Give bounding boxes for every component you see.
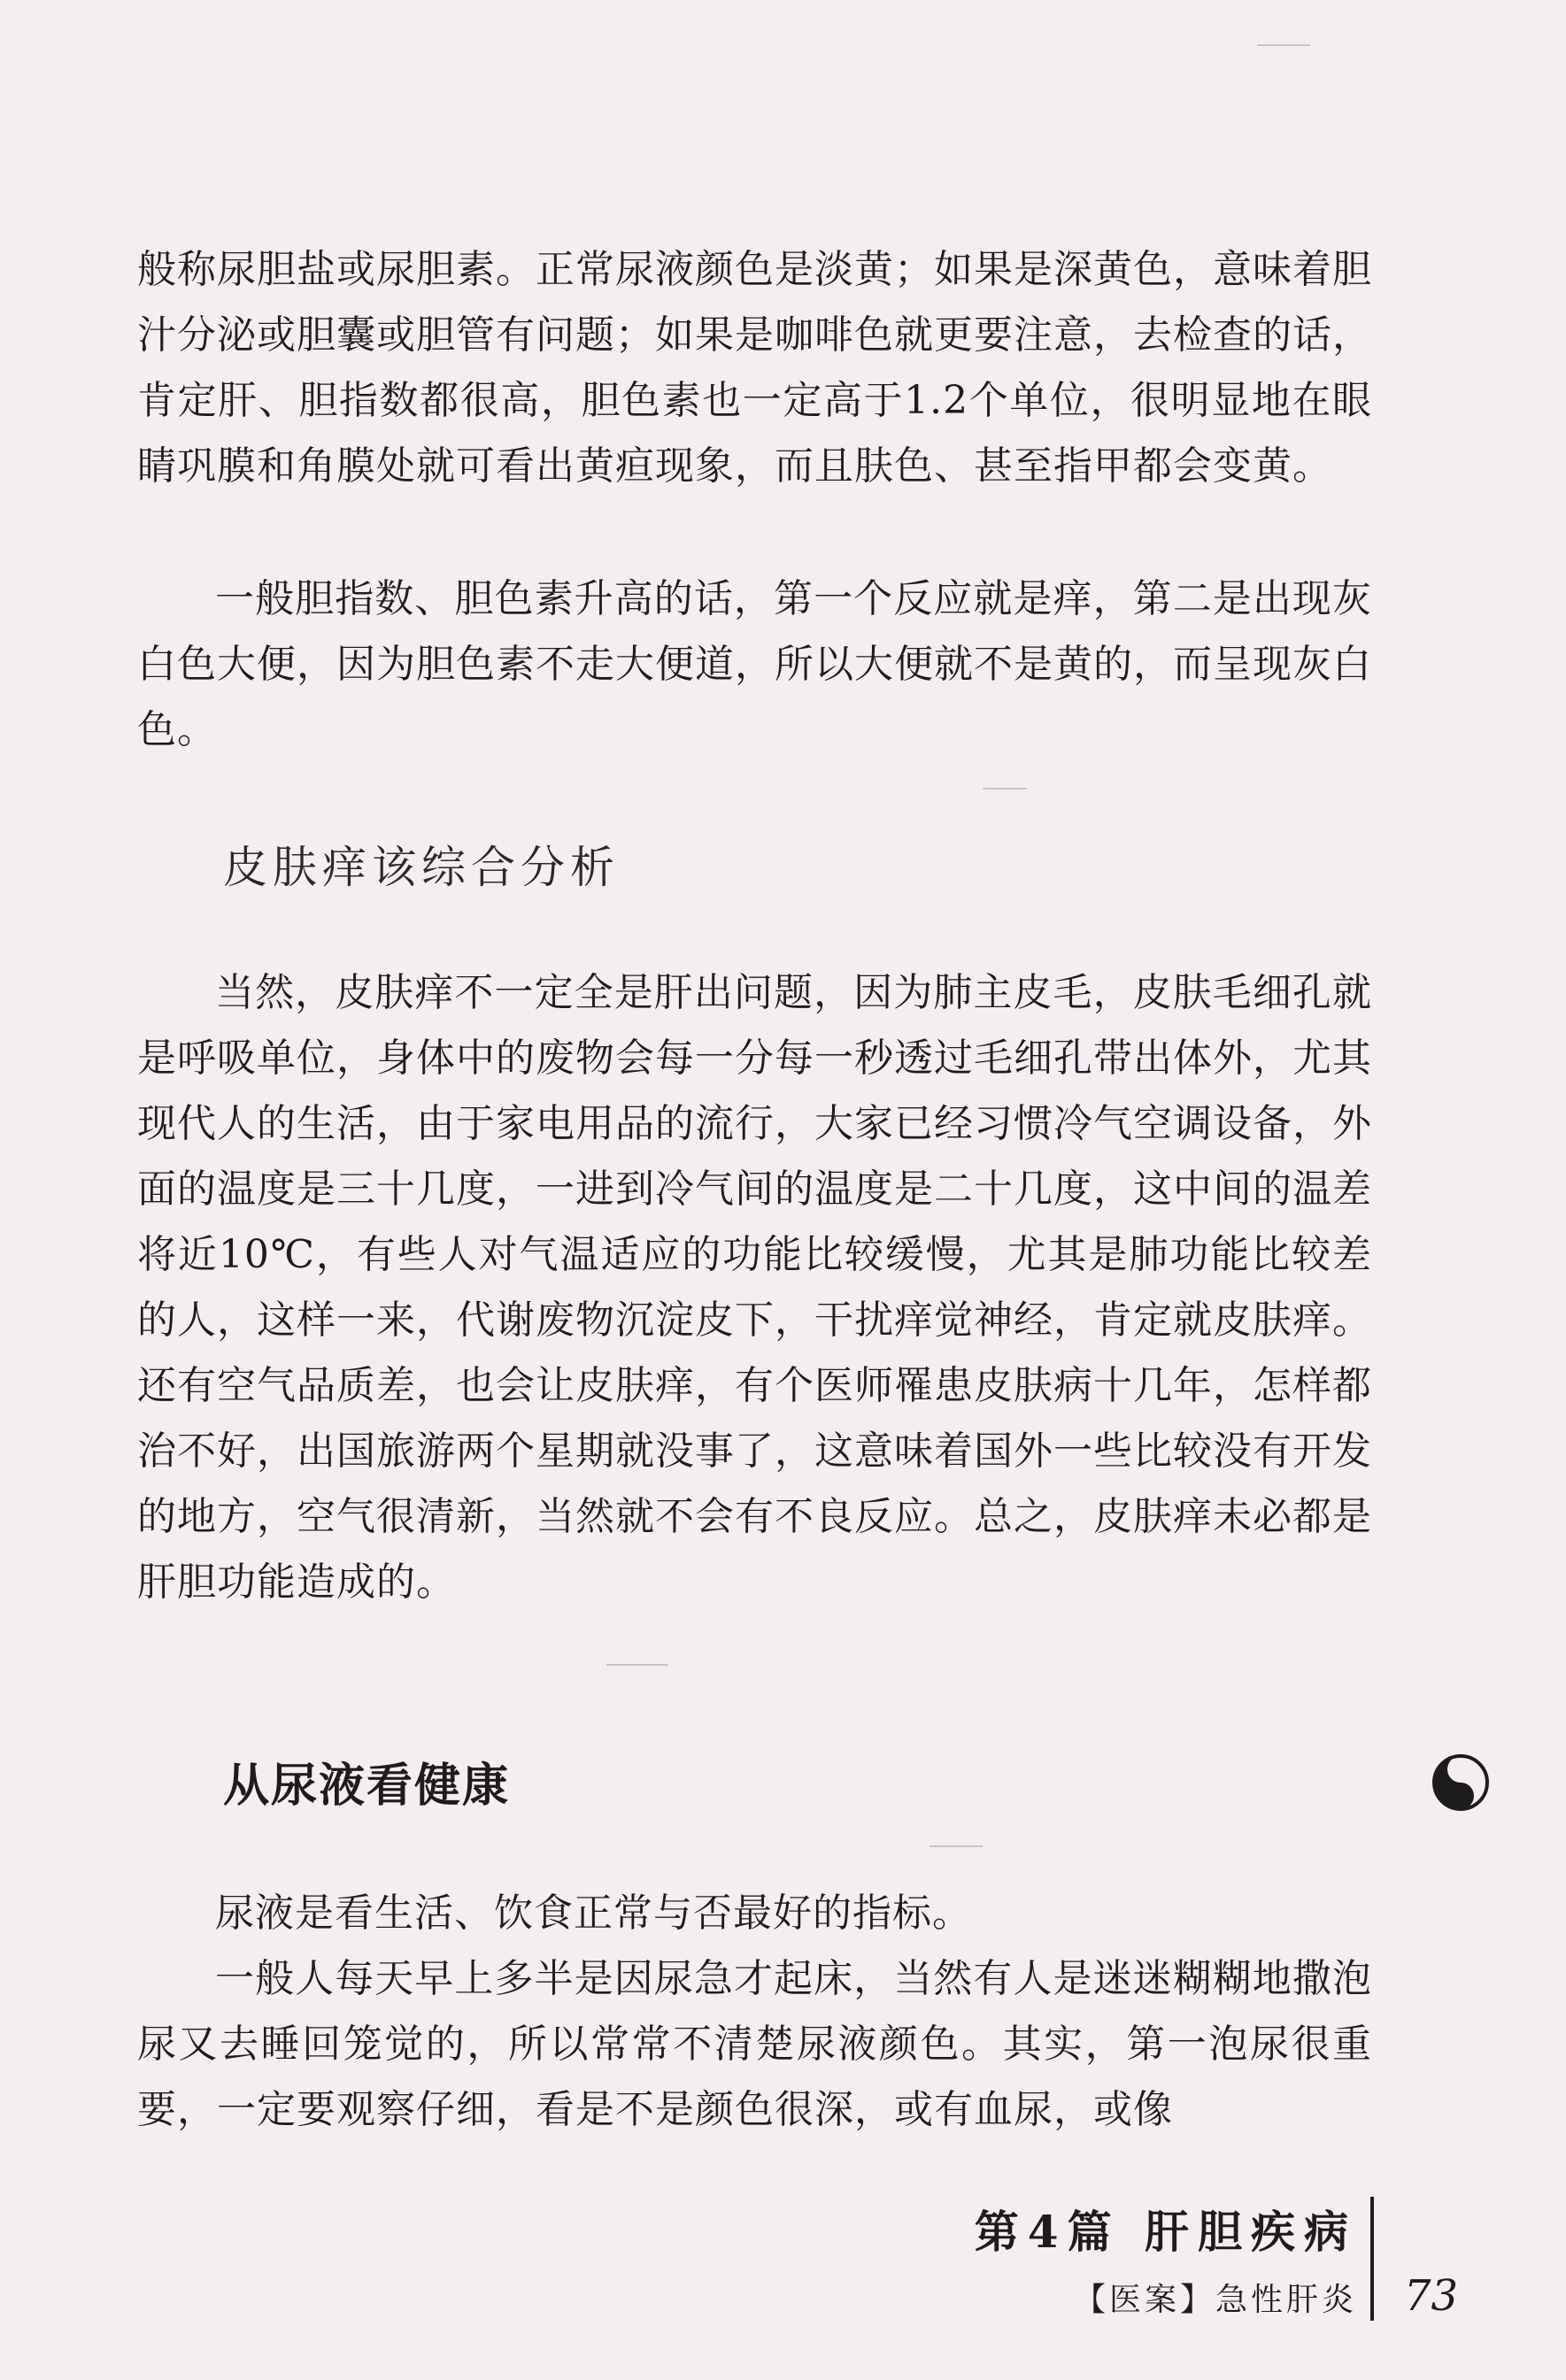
page-number: 73 [1404,2271,1459,2321]
section-heading: 从尿液看健康 [223,1759,511,1813]
scan-speck [1257,44,1310,46]
paragraph-5: 一般人每天早上多半是因尿急才起床，当然有人是迷迷糊糊地撒泡尿又去睡回笼觉的，所以常常不清楚尿液颜色。其实，第一泡尿很重要，一定要观察仔细，看是不是颜色很深，或有血尿，或像 [137,1956,1372,2132]
paragraph-3: 当然，皮肤痒不一定全是肝出问题，因为肺主皮毛，皮肤毛细孔就是呼吸单位，身体中的废物会每一分每一秒透过毛细孔带出体外，尤其现代人的生活，由于家电用品的流行，大家已经习惯冷气空调设备，外面的温度是三十几度，一进到冷气间的温度是二十几度，这中间的温差将近10℃，有些人对气温适应的功能比较缓慢，尤其是肺功能比较差的人，这样一来，代谢废物沉淀皮下，干扰痒觉神经，肯定就皮肤痒。还有空气品质差，也会让皮肤痒，有个医师罹患皮肤病十几年，怎样都治不好，出国旅游两个星期就没事了，这意味着国外一些比较没有开发的地方，空气很清新，当然就不会有不良反应。总之，皮肤痒未必都是肝胆功能造成的。 [137,970,1372,1605]
section-title: 皮肤痒该综合分析 [223,842,620,893]
yin-yang-icon [1431,1752,1491,1813]
scan-speck [606,1664,668,1666]
paragraph-2: 一般胆指数、胆色素升高的话，第一个反应就是痒，第二是出现灰白色大便，因为胆色素不走大便道，所以大便就不是黄的，而呈现灰白色。 [137,576,1372,752]
scan-speck [983,788,1027,789]
footer-chapter-title: 第4篇 肝胆疾病 [974,2206,1357,2258]
scan-speck [930,1845,983,1847]
paragraph-4: 尿液是看生活、饮食正常与否最好的指标。 [215,1891,972,1936]
paragraph-1: 般称尿胆盐或尿胆素。正常尿液颜色是淡黄；如果是深黄色，意味着胆汁分泌或胆囊或胆管有问题；如果是咖啡色就更要注意，去检查的话，肯定肝、胆指数都很高，胆色素也一定高于1.2个单位，很明显地在眼睛巩膜和角膜处就可看出黄疸现象，而且肤色、甚至指甲都会变黄。 [137,247,1372,489]
footer-divider [1370,2197,1374,2321]
footer-subtitle: 【医案】急性肝炎 [1073,2282,1357,2318]
